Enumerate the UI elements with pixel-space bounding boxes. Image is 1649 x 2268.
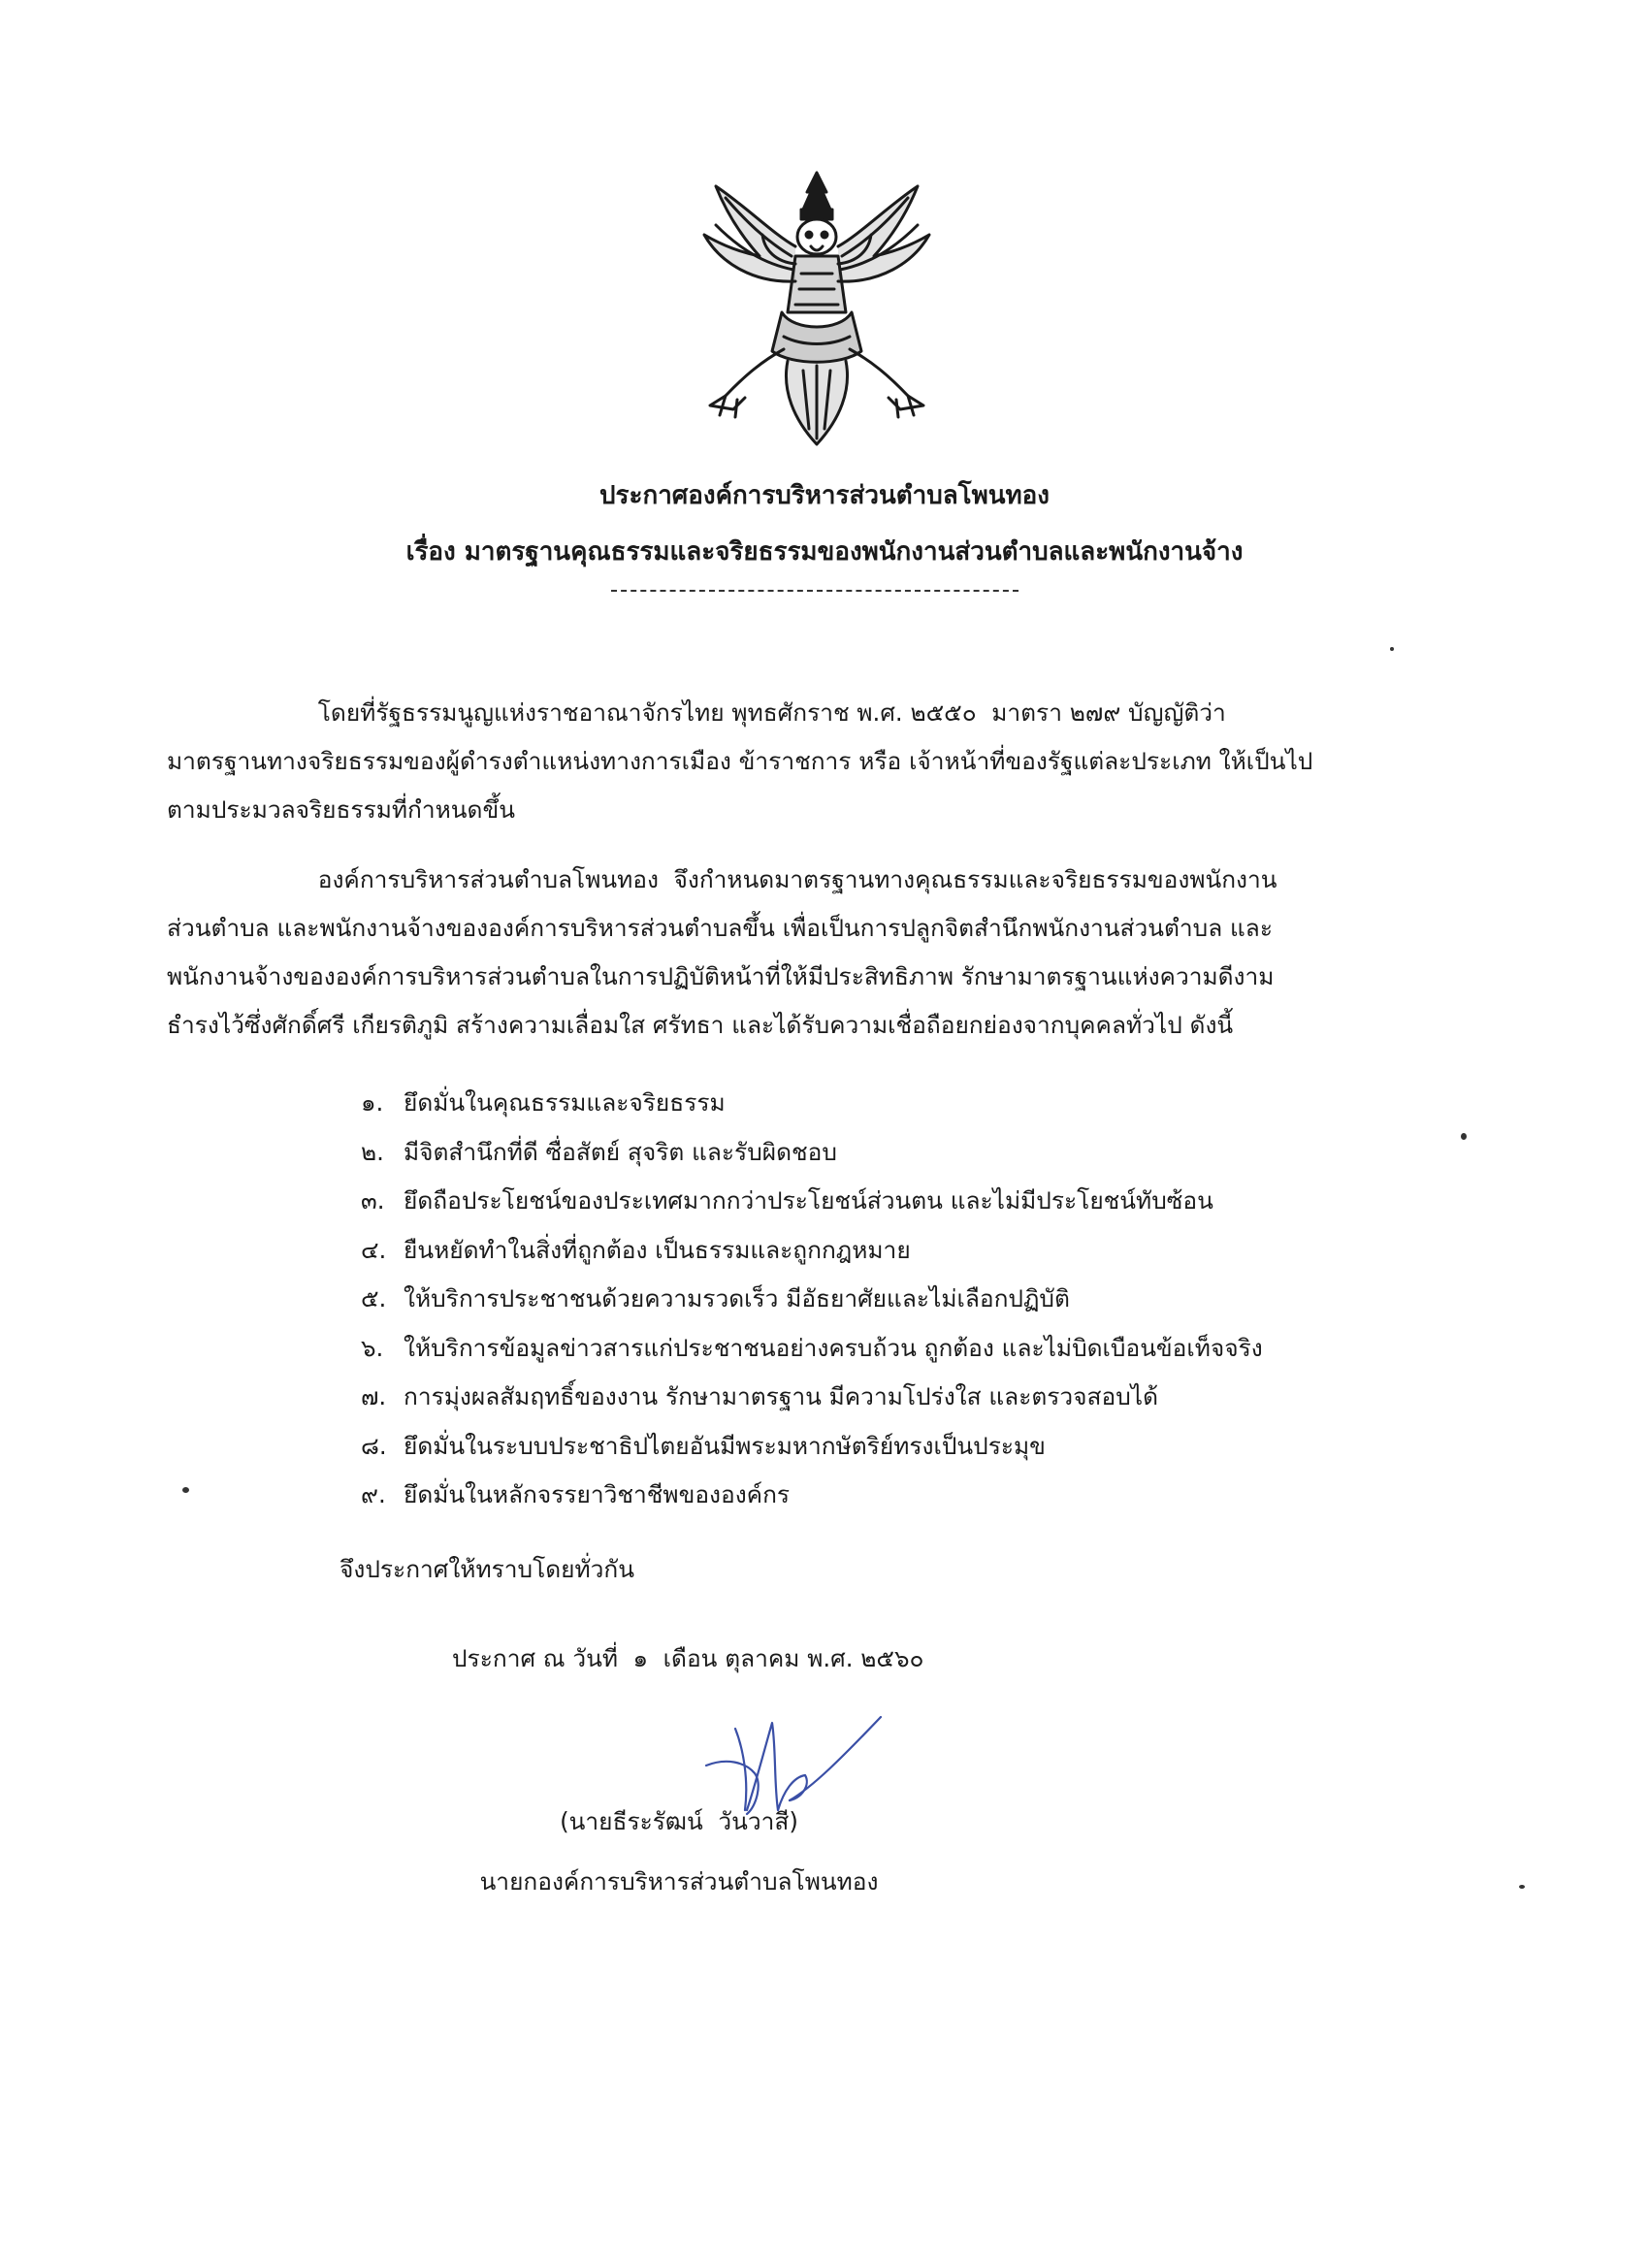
garuda-emblem-icon — [687, 167, 947, 448]
paragraph-1 — [167, 689, 1428, 834]
title-separator — [611, 590, 1018, 592]
list-item-text: มีจิตสำนึกที่ดี ซื่อสัตย์ สุจริต และรับผิดชอบ — [404, 1137, 837, 1166]
announcement-date: ประกาศ ณ วันที่ ๑ เดือน ตุลาคม พ.ศ. ๒๕๖๐ — [452, 1644, 924, 1672]
paragraph-2-line: องค์การบริหารส่วนตำบลโพนทอง จึงกำหนดมาตรฐานทางคุณธรรมและจริยธรรมของพนักงาน — [167, 865, 1277, 893]
list-item-number: ๔. — [361, 1235, 387, 1264]
list-item — [361, 1128, 1379, 1178]
list-item — [361, 1079, 1379, 1128]
scan-speck — [1390, 647, 1394, 651]
list-item-text: ยึดมั่นในหลักจรรยาวิชาชีพขององค์กร — [404, 1480, 791, 1508]
announcement-title: ประกาศองค์การบริหารส่วนตำบลโพนทอง — [599, 481, 1050, 510]
list-item — [361, 1471, 1379, 1520]
list-item-number: ๒. — [361, 1137, 384, 1166]
list-item — [361, 1373, 1379, 1422]
paragraph-1-line: มาตรฐานทางจริยธรรมของผู้ดำรงตำแหน่งทางการเมือง ข้าราชการ หรือ เจ้าหน้าที่ของรัฐแต่ละประเภท ให้เป็นไป — [167, 747, 1313, 775]
paragraph-2-line: ธำรงไว้ซึ่งศักดิ์ศรี เกียรติภูมิ สร้างความเลื่อมใส ศรัทธา และได้รับความเชื่อถือยกย่องจากบุคคลทั่วไป ดังนี้ — [167, 1011, 1234, 1039]
paragraph-1-line: โดยที่รัฐธรรมนูญแห่งราชอาณาจักรไทย พุทธศักราช พ.ศ. ๒๕๕๐ มาตรา ๒๗๙ บัญญัติว่า — [167, 698, 1226, 727]
standards-list — [361, 1079, 1379, 1520]
list-item — [361, 1422, 1379, 1472]
list-item-number: ๕. — [361, 1284, 387, 1312]
list-item-text: ยืนหยัดทำในสิ่งที่ถูกต้อง เป็นธรรมและถูกกฎหมาย — [404, 1235, 911, 1264]
scan-speck — [182, 1487, 189, 1493]
list-item-text: ยึดถือประโยชน์ของประเทศมากกว่าประโยชน์ส่วนตน และไม่มีประโยชน์ทับซ้อน — [404, 1186, 1213, 1215]
list-item-text: ให้บริการประชาชนด้วยความรวดเร็ว มีอัธยาศัยและไม่เลือกปฏิบัติ — [404, 1284, 1070, 1312]
list-item-text: ยึดมั่นในคุณธรรมและจริยธรรม — [404, 1088, 726, 1117]
closing-statement: จึงประกาศให้ทราบโดยทั่วกัน — [340, 1555, 634, 1583]
signatory-position: นายกองค์การบริหารส่วนตำบลโพนทอง — [479, 1867, 879, 1895]
list-item-number: ๙. — [361, 1480, 386, 1508]
paragraph-2 — [167, 856, 1428, 1050]
paragraph-1-line: ตามประมวลจริยธรรมที่กำหนดขึ้น — [167, 795, 515, 824]
paragraph-2-line: ส่วนตำบล และพนักงานจ้างขององค์การบริหารส่วนตำบลขึ้น เพื่อเป็นการปลูกจิตสำนึกพนักงานส่วนตำบล และ — [167, 914, 1273, 942]
list-item-text: การมุ่งผลสัมฤทธิ์ของงาน รักษามาตรฐาน มีความโปร่งใส และตรวจสอบได้ — [404, 1382, 1158, 1410]
list-item-number: ๖. — [361, 1333, 384, 1362]
list-item-number: ๗. — [361, 1382, 387, 1410]
announcement-subject: เรื่อง มาตรฐานคุณธรรมและจริยธรรมของพนักงานส่วนตำบลและพนักงานจ้าง — [405, 537, 1244, 567]
scan-speck — [1461, 1133, 1467, 1140]
scan-speck — [1519, 1885, 1525, 1889]
list-item-text: ให้บริการข้อมูลข่าวสารแก่ประชาชนอย่างครบถ้วน ถูกต้อง และไม่บิดเบือนข้อเท็จจริง — [404, 1333, 1263, 1362]
list-item — [361, 1324, 1379, 1374]
list-item — [361, 1275, 1379, 1324]
list-item — [361, 1177, 1379, 1226]
paragraph-2-line: พนักงานจ้างขององค์การบริหารส่วนตำบลในการปฏิบัติหน้าที่ให้มีประสิทธิภาพ รักษามาตรฐานแห่งความดีงาม — [167, 962, 1275, 990]
list-item-text: ยึดมั่นในระบบประชาธิปไตยอันมีพระมหากษัตริย์ทรงเป็นประมุข — [404, 1431, 1046, 1460]
list-item — [361, 1226, 1379, 1276]
list-item-number: ๘. — [361, 1431, 387, 1460]
signatory-name: (นายธีระรัฒน์ วันวาสี) — [560, 1807, 798, 1835]
list-item-number: ๓. — [361, 1186, 385, 1215]
list-item-number: ๑. — [361, 1088, 384, 1117]
